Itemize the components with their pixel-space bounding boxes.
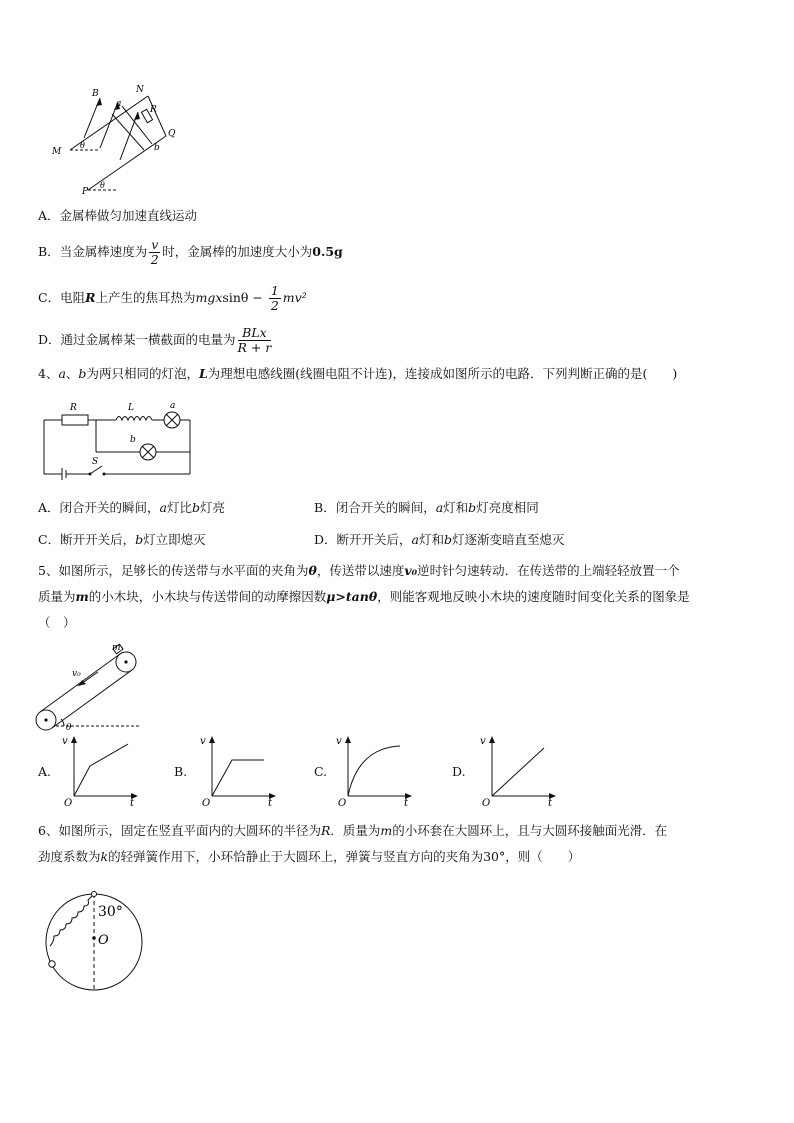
- q5-label-v0: v₀: [72, 669, 81, 679]
- q3-label-B: B: [92, 89, 99, 99]
- q3-figure: [40, 78, 190, 196]
- q3-label-M: M: [52, 147, 62, 157]
- q5-graph-c: [334, 734, 414, 808]
- svg-text:v: v: [480, 736, 486, 747]
- q3-label-P: P: [82, 187, 89, 196]
- q4-option-a: A．闭合开关的瞬间，a灯比b灯亮: [38, 500, 226, 515]
- q3-b-fraction: $\frac{v}{2}$: [150, 237, 159, 267]
- q4-label-R: R: [70, 403, 77, 413]
- q6-label-O: O: [98, 933, 109, 948]
- q3-label-theta1: θ: [80, 141, 85, 150]
- svg-text:v: v: [62, 736, 68, 747]
- q5-conveyor-figure: [30, 642, 180, 732]
- q6-stem: 6、如图所示，固定在竖直平面内的大圆环的半径为R．质量为m的小环套在大圆环上，且与大圆环接触面光滑．在 劲度系数为k的轻弹簧作用下，小环恰静止于大圆环上，弹簧与竖直方向的夹角为30°，则（ ）: [38, 823, 668, 864]
- q3-option-c: C．电阻R上产生的焦耳热为mgxsinθ − $\frac{1}{2}$ mv²: [38, 283, 307, 313]
- q5-graph-b: [198, 734, 278, 808]
- q4-label-L: L: [128, 403, 134, 413]
- q5-label-m: m: [112, 643, 121, 653]
- q3-option-b: B．当金属棒速度为 $\frac{v}{2}$ 时，金属棒的加速度大小为0.5g: [38, 237, 343, 267]
- q4-option-c: C．断开开关后，b灯立即熄灭: [38, 532, 206, 547]
- q3-d-fraction: $\frac{\text{BLx}}{R + r}$: [237, 325, 272, 355]
- q5-option-b-letter: B.: [174, 764, 188, 779]
- q5-option-a-letter: A.: [38, 764, 52, 779]
- svg-text:O: O: [202, 798, 211, 808]
- svg-text:v: v: [336, 736, 342, 747]
- q3-option-d: D．通过金属棒某一横截面的电量为 $\frac{\text{BLx}}{R + r}$: [38, 325, 272, 355]
- svg-text:O: O: [64, 798, 73, 808]
- svg-text:v: v: [200, 736, 206, 747]
- q3-c-fraction: $\frac{1}{2}$: [270, 283, 279, 313]
- q3-label-R: R: [150, 105, 157, 115]
- q6-label-angle: 30°: [98, 904, 123, 920]
- q5-label-theta: θ: [66, 723, 72, 732]
- q5-graph-d: [478, 734, 558, 808]
- q3-label-a: a: [116, 99, 122, 109]
- q6-ring-figure: [40, 890, 150, 994]
- svg-text:O: O: [482, 798, 491, 808]
- q5-graph-a: [60, 734, 140, 808]
- q4-circuit-figure: [40, 398, 200, 482]
- svg-text:t: t: [130, 798, 135, 808]
- q5-option-c-letter: C.: [314, 764, 328, 779]
- q4-option-b: B．闭合开关的瞬间，a灯和b灯亮度相同: [314, 500, 539, 515]
- svg-text:t: t: [548, 798, 553, 808]
- q3-option-a: A．金属棒做匀加速直线运动: [38, 208, 198, 223]
- q4-stem: 4、a、b为两只相同的灯泡，L为理想电感线圈(线圈电阻不计连)，连接成如图所示的电路．下列判断正确的是( ): [38, 366, 678, 381]
- q5-option-d-letter: D.: [452, 764, 466, 779]
- q4-option-d: D．断开开关后，a灯和b灯逐渐变暗直至熄灭: [314, 532, 565, 547]
- q3-label-N: N: [136, 85, 144, 95]
- q4-label-b: b: [130, 435, 136, 445]
- q5-stem: 5、如图所示，足够长的传送带与水平面的夹角为θ，传送带以速度v₀逆时针匀速转动．在传送带的上端轻轻放置一个 质量为m的小木块，小木块与传送带间的动摩擦因数μ>tanθ，则能客观地反映小木块的速度随时间变化关系的图象是 （ ）: [38, 563, 690, 630]
- svg-text:t: t: [404, 798, 409, 808]
- q4-label-S: S: [92, 457, 99, 467]
- q4-label-a: a: [170, 401, 176, 411]
- svg-text:O: O: [338, 798, 347, 808]
- q3-label-b: b: [154, 143, 160, 153]
- q3-label-Q: Q: [168, 129, 176, 139]
- q3-label-theta2: θ: [100, 181, 105, 190]
- svg-text:t: t: [268, 798, 273, 808]
